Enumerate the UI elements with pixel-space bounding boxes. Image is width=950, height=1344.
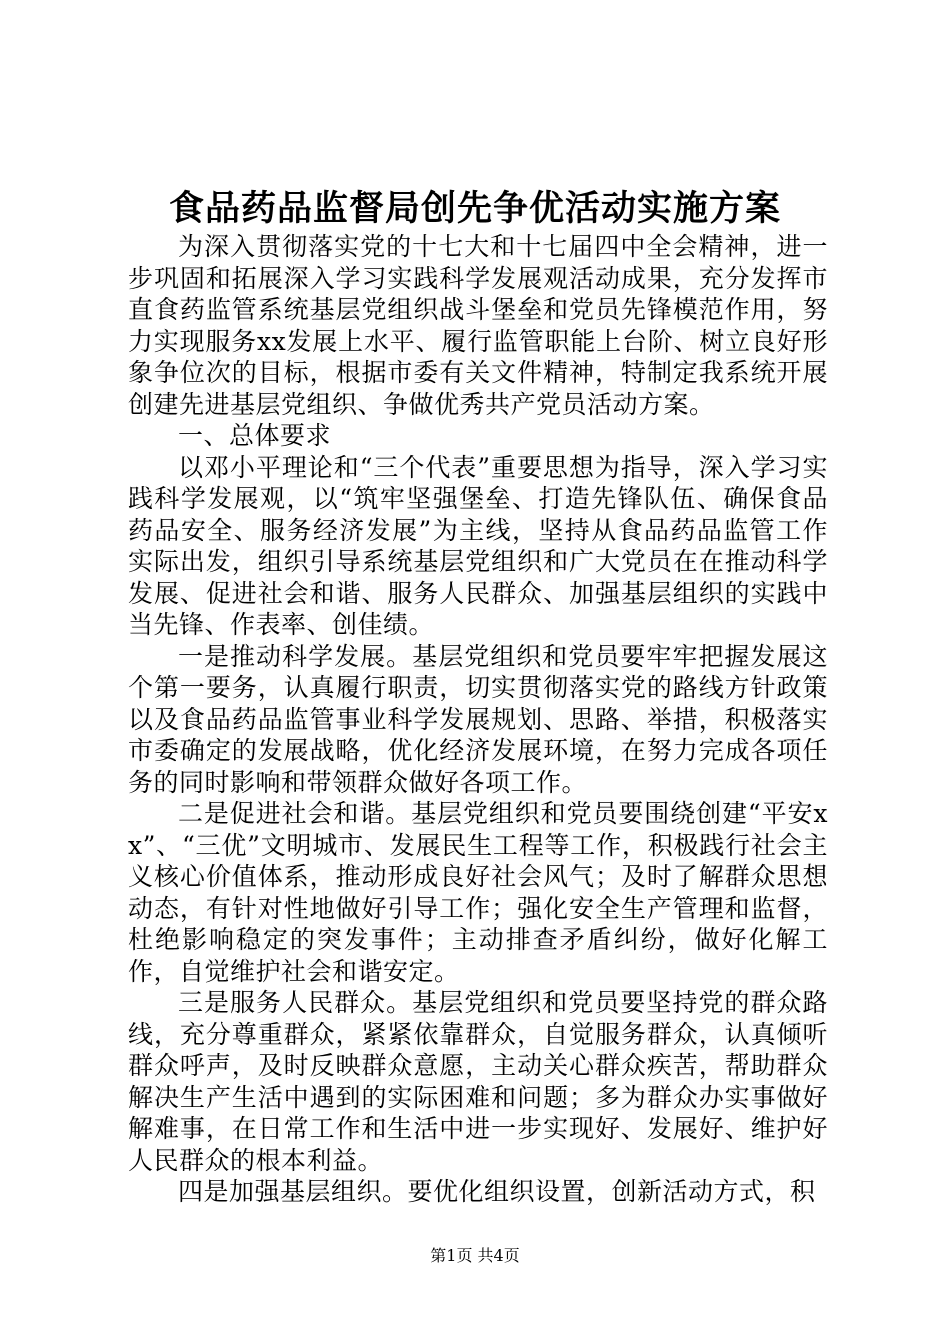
paragraph-item-four: 四是加强基层组织。要优化组织设置，创新活动方式，积	[178, 1177, 816, 1206]
page-footer: 第1页 共4页	[430, 1246, 520, 1265]
document-title: 食品药品监督局创先争优活动实施方案	[168, 188, 781, 229]
paragraph-item-two: 二是促进社会和谐。基层党组织和党员要围绕创建“平安xx”、“三优”文明城市、发展民生工程等工作，积极践行社会主义核心价值体系，推动形成良好社会风气；及时了解群众思想动态，有针对性地做好引导工作；强化安全生产管理和监督，杜绝影响稳定的突发事件；主动排查矛盾纠纷，做好化解工作，自觉维护社会和谐安定。	[128, 799, 828, 986]
paragraph-guiding-principle: 以邓小平理论和“三个代表”重要思想为指导，深入学习实践科学发展观，以“筑牢坚强堡垒、打造先锋队伍、确保食品药品安全、服务经济发展”为主线，坚持从食品药品监管工作实际出发，组织引导系统基层党组织和广大党员在在推动科学发展、促进社会和谐、服务人民群众、加强基层组织的实践中当先锋、作表率、创佳绩。	[128, 452, 828, 639]
paragraph-intro: 为深入贯彻落实党的十七大和十七届四中全会精神，进一步巩固和拓展深入学习实践科学发展观活动成果，充分发挥市直食药监管系统基层党组织战斗堡垒和党员先锋模范作用，努力实现服务xx发展上水平、履行监管职能上台阶、树立良好形象争位次的目标，根据市委有关文件精神，特制定我系统开展创建先进基层党组织、争做优秀共产党员活动方案。	[128, 232, 828, 419]
paragraph-item-three: 三是服务人民群众。基层党组织和党员要坚持党的群众路线，充分尊重群众，紧紧依靠群众，自觉服务群众，认真倾听群众呼声，及时反映群众意愿，主动关心群众疾苦，帮助群众解决生产生活中遇到的实际困难和问题；多为群众办实事做好解难事，在日常工作和生活中进一步实现好、发展好、维护好人民群众的根本利益。	[128, 988, 828, 1175]
document-body	[128, 231, 828, 1208]
paragraph-item-one: 一是推动科学发展。基层党组织和党员要牢牢把握发展这个第一要务，认真履行职责，切实贯彻落实党的路线方针政策以及食品药品监管事业科学发展规划、思路、举措，积极落实市委确定的发展战略，优化经济发展环境，在努力完成各项任务的同时影响和带领群众做好各项工作。	[128, 641, 828, 797]
section-heading-general-requirements: 一、总体要求	[178, 421, 332, 450]
